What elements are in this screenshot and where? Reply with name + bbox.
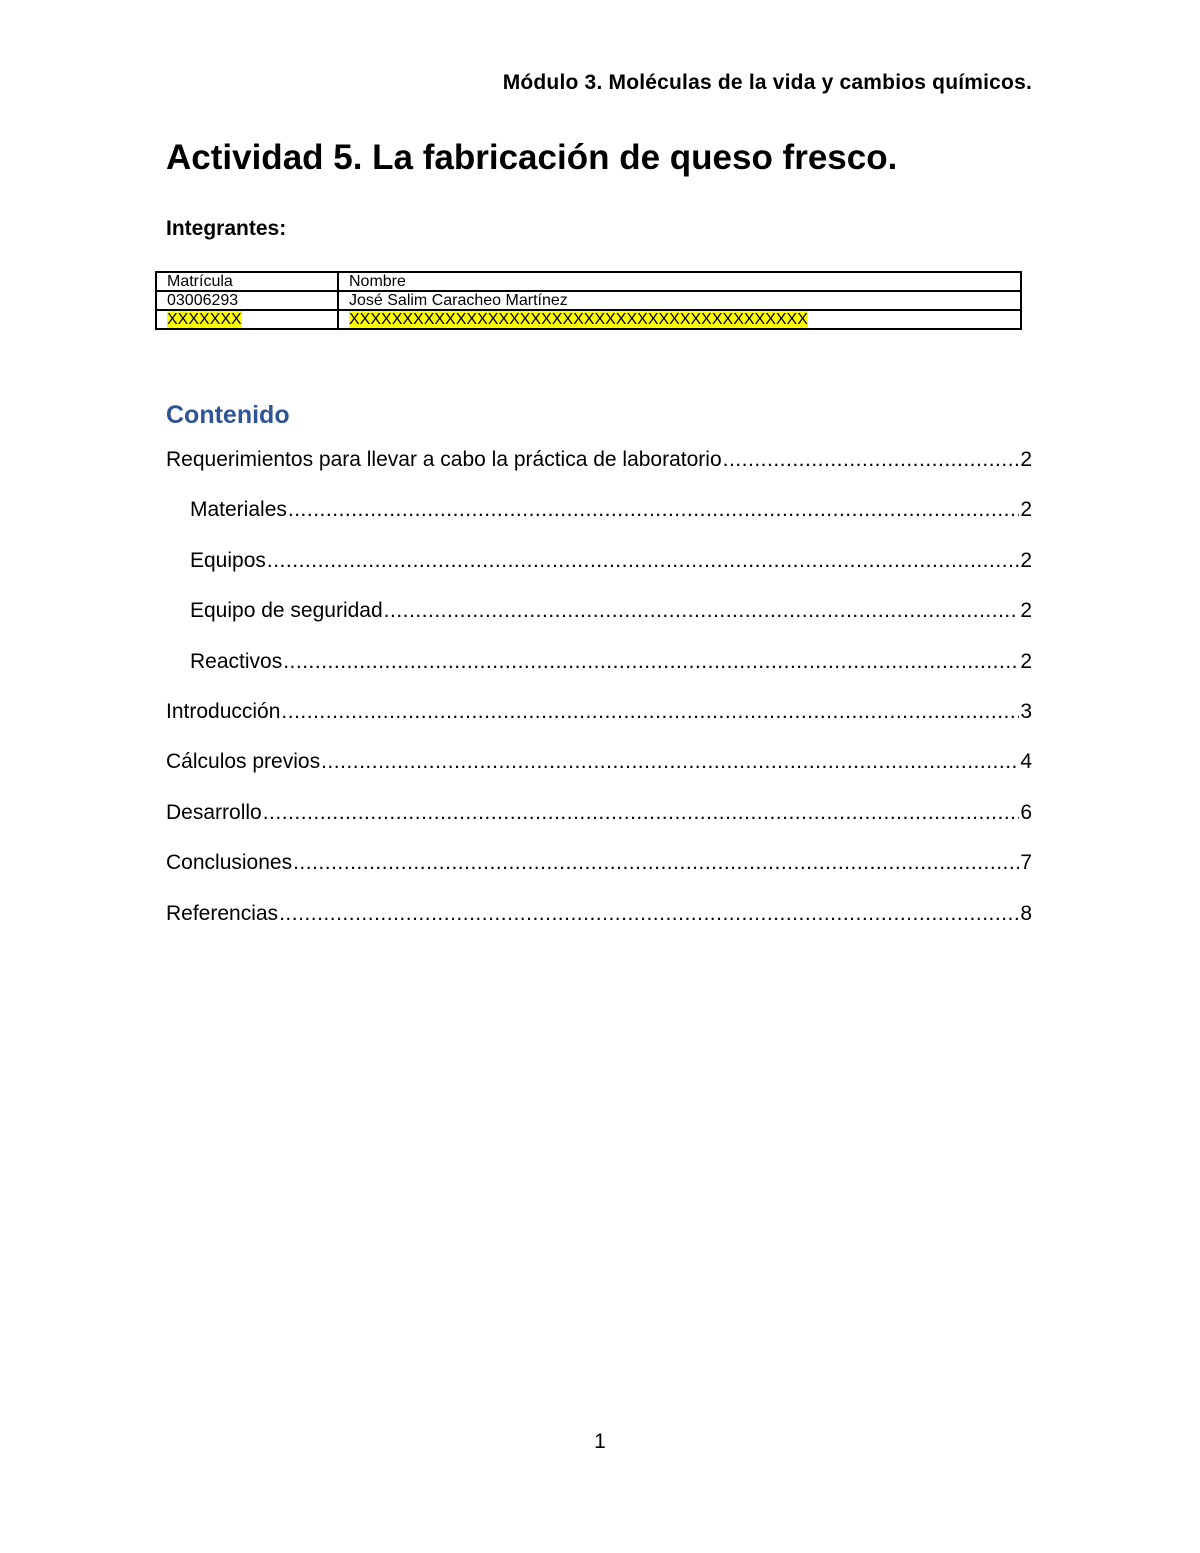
toc-entry-label: Referencias bbox=[166, 901, 279, 925]
member-id-cell bbox=[156, 310, 338, 329]
column-header-matricula-text: Matrícula bbox=[167, 273, 233, 290]
toc-dot-leader bbox=[288, 498, 1019, 522]
column-header-nombre bbox=[338, 272, 1021, 291]
members-table bbox=[155, 271, 1022, 330]
table-row bbox=[156, 310, 1021, 329]
toc-dot-leader bbox=[267, 549, 1019, 573]
table-row bbox=[156, 291, 1021, 310]
toc-dot-leader bbox=[384, 599, 1020, 623]
toc-entry-reactivos[interactable] bbox=[166, 650, 1032, 700]
toc-entry-page: 7 bbox=[1020, 851, 1032, 875]
toc-entry-referencias[interactable] bbox=[166, 902, 1032, 952]
toc-entry-label: Reactivos bbox=[190, 649, 283, 673]
toc-entry-calculos-previos[interactable] bbox=[166, 750, 1032, 800]
toc-entry-page: 2 bbox=[1020, 548, 1032, 572]
toc-entry-label: Materiales bbox=[190, 498, 287, 522]
toc-entry-conclusiones[interactable] bbox=[166, 851, 1032, 901]
toc-entry-equipo-de-seguridad[interactable] bbox=[166, 599, 1032, 649]
toc-entry-introduccion[interactable] bbox=[166, 700, 1032, 750]
toc-entry-page: 6 bbox=[1020, 800, 1032, 824]
toc-entry-label: Introducción bbox=[166, 699, 281, 723]
toc-entry-label: Requerimientos para llevar a cabo la práctica de laboratorio bbox=[166, 448, 722, 471]
toc-entry-page: 2 bbox=[1020, 599, 1032, 623]
toc-entry-page: 8 bbox=[1020, 901, 1032, 925]
toc-entry-page: 3 bbox=[1020, 699, 1032, 723]
column-header-nombre-text: Nombre bbox=[349, 273, 406, 290]
document-title: Actividad 5. La fabricación de queso fresco. bbox=[166, 138, 898, 177]
toc-heading: Contenido bbox=[166, 401, 290, 429]
toc-entry-page: 2 bbox=[1020, 448, 1032, 471]
members-label: Integrantes: bbox=[166, 217, 287, 240]
member-id-cell bbox=[156, 291, 338, 310]
toc-entry-label: Cálculos previos bbox=[166, 750, 321, 774]
table-of-contents bbox=[166, 448, 1032, 952]
member-id: 03006293 bbox=[167, 292, 239, 309]
toc-dot-leader bbox=[283, 650, 1019, 674]
member-id-highlighted: XXXXXXX bbox=[167, 311, 242, 328]
toc-dot-leader bbox=[263, 801, 1020, 825]
member-name-cell bbox=[338, 291, 1021, 310]
toc-entry-label: Desarrollo bbox=[166, 800, 262, 824]
page-number: 1 bbox=[594, 1430, 606, 1453]
member-name-highlighted: XXXXXXXXXXXXXXXXXXXXXXXXXXXXXXXXXXXXXXXXXXX bbox=[349, 311, 808, 328]
toc-entry-desarrollo[interactable] bbox=[166, 801, 1032, 851]
toc-dot-leader bbox=[281, 700, 1019, 724]
page-header: Módulo 3. Moléculas de la vida y cambios químicos. bbox=[502, 71, 1032, 94]
toc-dot-leader bbox=[723, 448, 1020, 472]
toc-entry-page: 2 bbox=[1020, 649, 1032, 673]
toc-entry-requerimientos[interactable] bbox=[166, 448, 1032, 498]
toc-entry-equipos[interactable] bbox=[166, 549, 1032, 599]
table-header-row bbox=[156, 272, 1021, 291]
toc-dot-leader bbox=[293, 851, 1019, 875]
toc-dot-leader bbox=[321, 750, 1019, 774]
toc-entry-materiales[interactable] bbox=[166, 498, 1032, 548]
toc-dot-leader bbox=[279, 902, 1019, 926]
toc-entry-page: 4 bbox=[1020, 750, 1032, 774]
toc-entry-label: Equipos bbox=[190, 548, 266, 572]
toc-entry-label: Equipo de seguridad bbox=[190, 599, 383, 623]
column-header-matricula bbox=[156, 272, 338, 291]
toc-entry-page: 2 bbox=[1020, 498, 1032, 522]
toc-entry-label: Conclusiones bbox=[166, 851, 293, 875]
member-name-cell bbox=[338, 310, 1021, 329]
member-name: José Salim Caracheo Martínez bbox=[349, 292, 568, 309]
